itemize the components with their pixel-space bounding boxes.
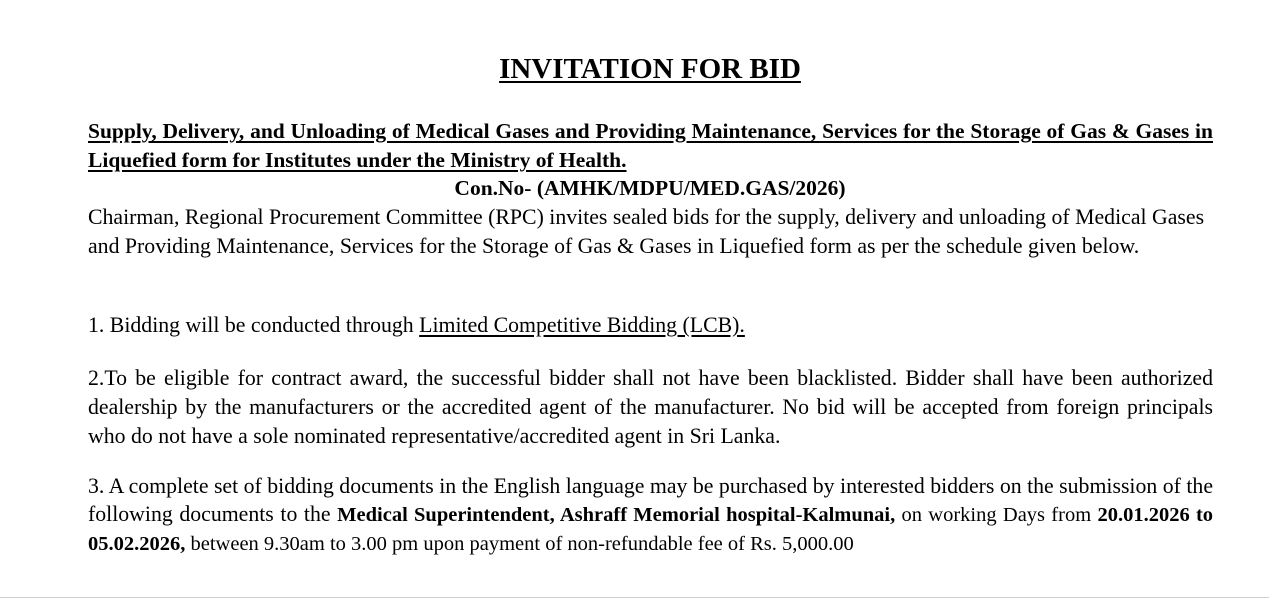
clause-3 (88, 472, 1213, 558)
issue-dates: 20.01.2026 to 05.02.2026, (88, 504, 1214, 555)
bid-subject: Supply, Delivery, and Unloading of Medical Gases and Providing Maintenance, Services for the Storage of Gas & Gases in Liquefied form for Institutes under the Ministry of Health. (88, 119, 1213, 172)
contract-number: Con.No- (AMHK/MDPU/MED.GAS/2026) (454, 176, 846, 200)
page-bottom-divider (0, 597, 1269, 598)
clause-3-text-part1: 3. A complete set of bidding documents in the English language may be purchased by interested bidders on the submission of the following documents to the (88, 474, 1213, 526)
clause-1-text: 1. Bidding will be conducted through (88, 313, 420, 337)
clause-3-text-part3: between 9.30am to 3.00 pm upon payment of non-refundable fee of Rs. 5,000.00 (185, 533, 854, 555)
clause-3-text-part2: on working Days from (895, 504, 1098, 526)
clause-2: 2.To be eligible for contract award, the successful bidder shall not have been blacklisted. Bidder shall have been authorized dealership by the manufacturers or the accredited agent of the manufacturer. No bid will be accepted from foreign principals who do not have a sole nominated representative/accredited agent in Sri Lanka. (88, 366, 1213, 448)
bidding-method: Limited Competitive Bidding (LCB). (419, 313, 745, 337)
document-title: INVITATION FOR BID (499, 53, 801, 85)
intro-paragraph: Chairman, Regional Procurement Committee (RPC) invites sealed bids for the supply, delivery and unloading of Medical Gases and Providing Maintenance, Services for the Storage of Gas & Gases in Liquefied form as per the schedule given below. (88, 205, 1205, 258)
issuing-office: Medical Superintendent, Ashraff Memorial hospital-Kalmunai, (337, 504, 896, 526)
clause-1 (88, 311, 1213, 340)
